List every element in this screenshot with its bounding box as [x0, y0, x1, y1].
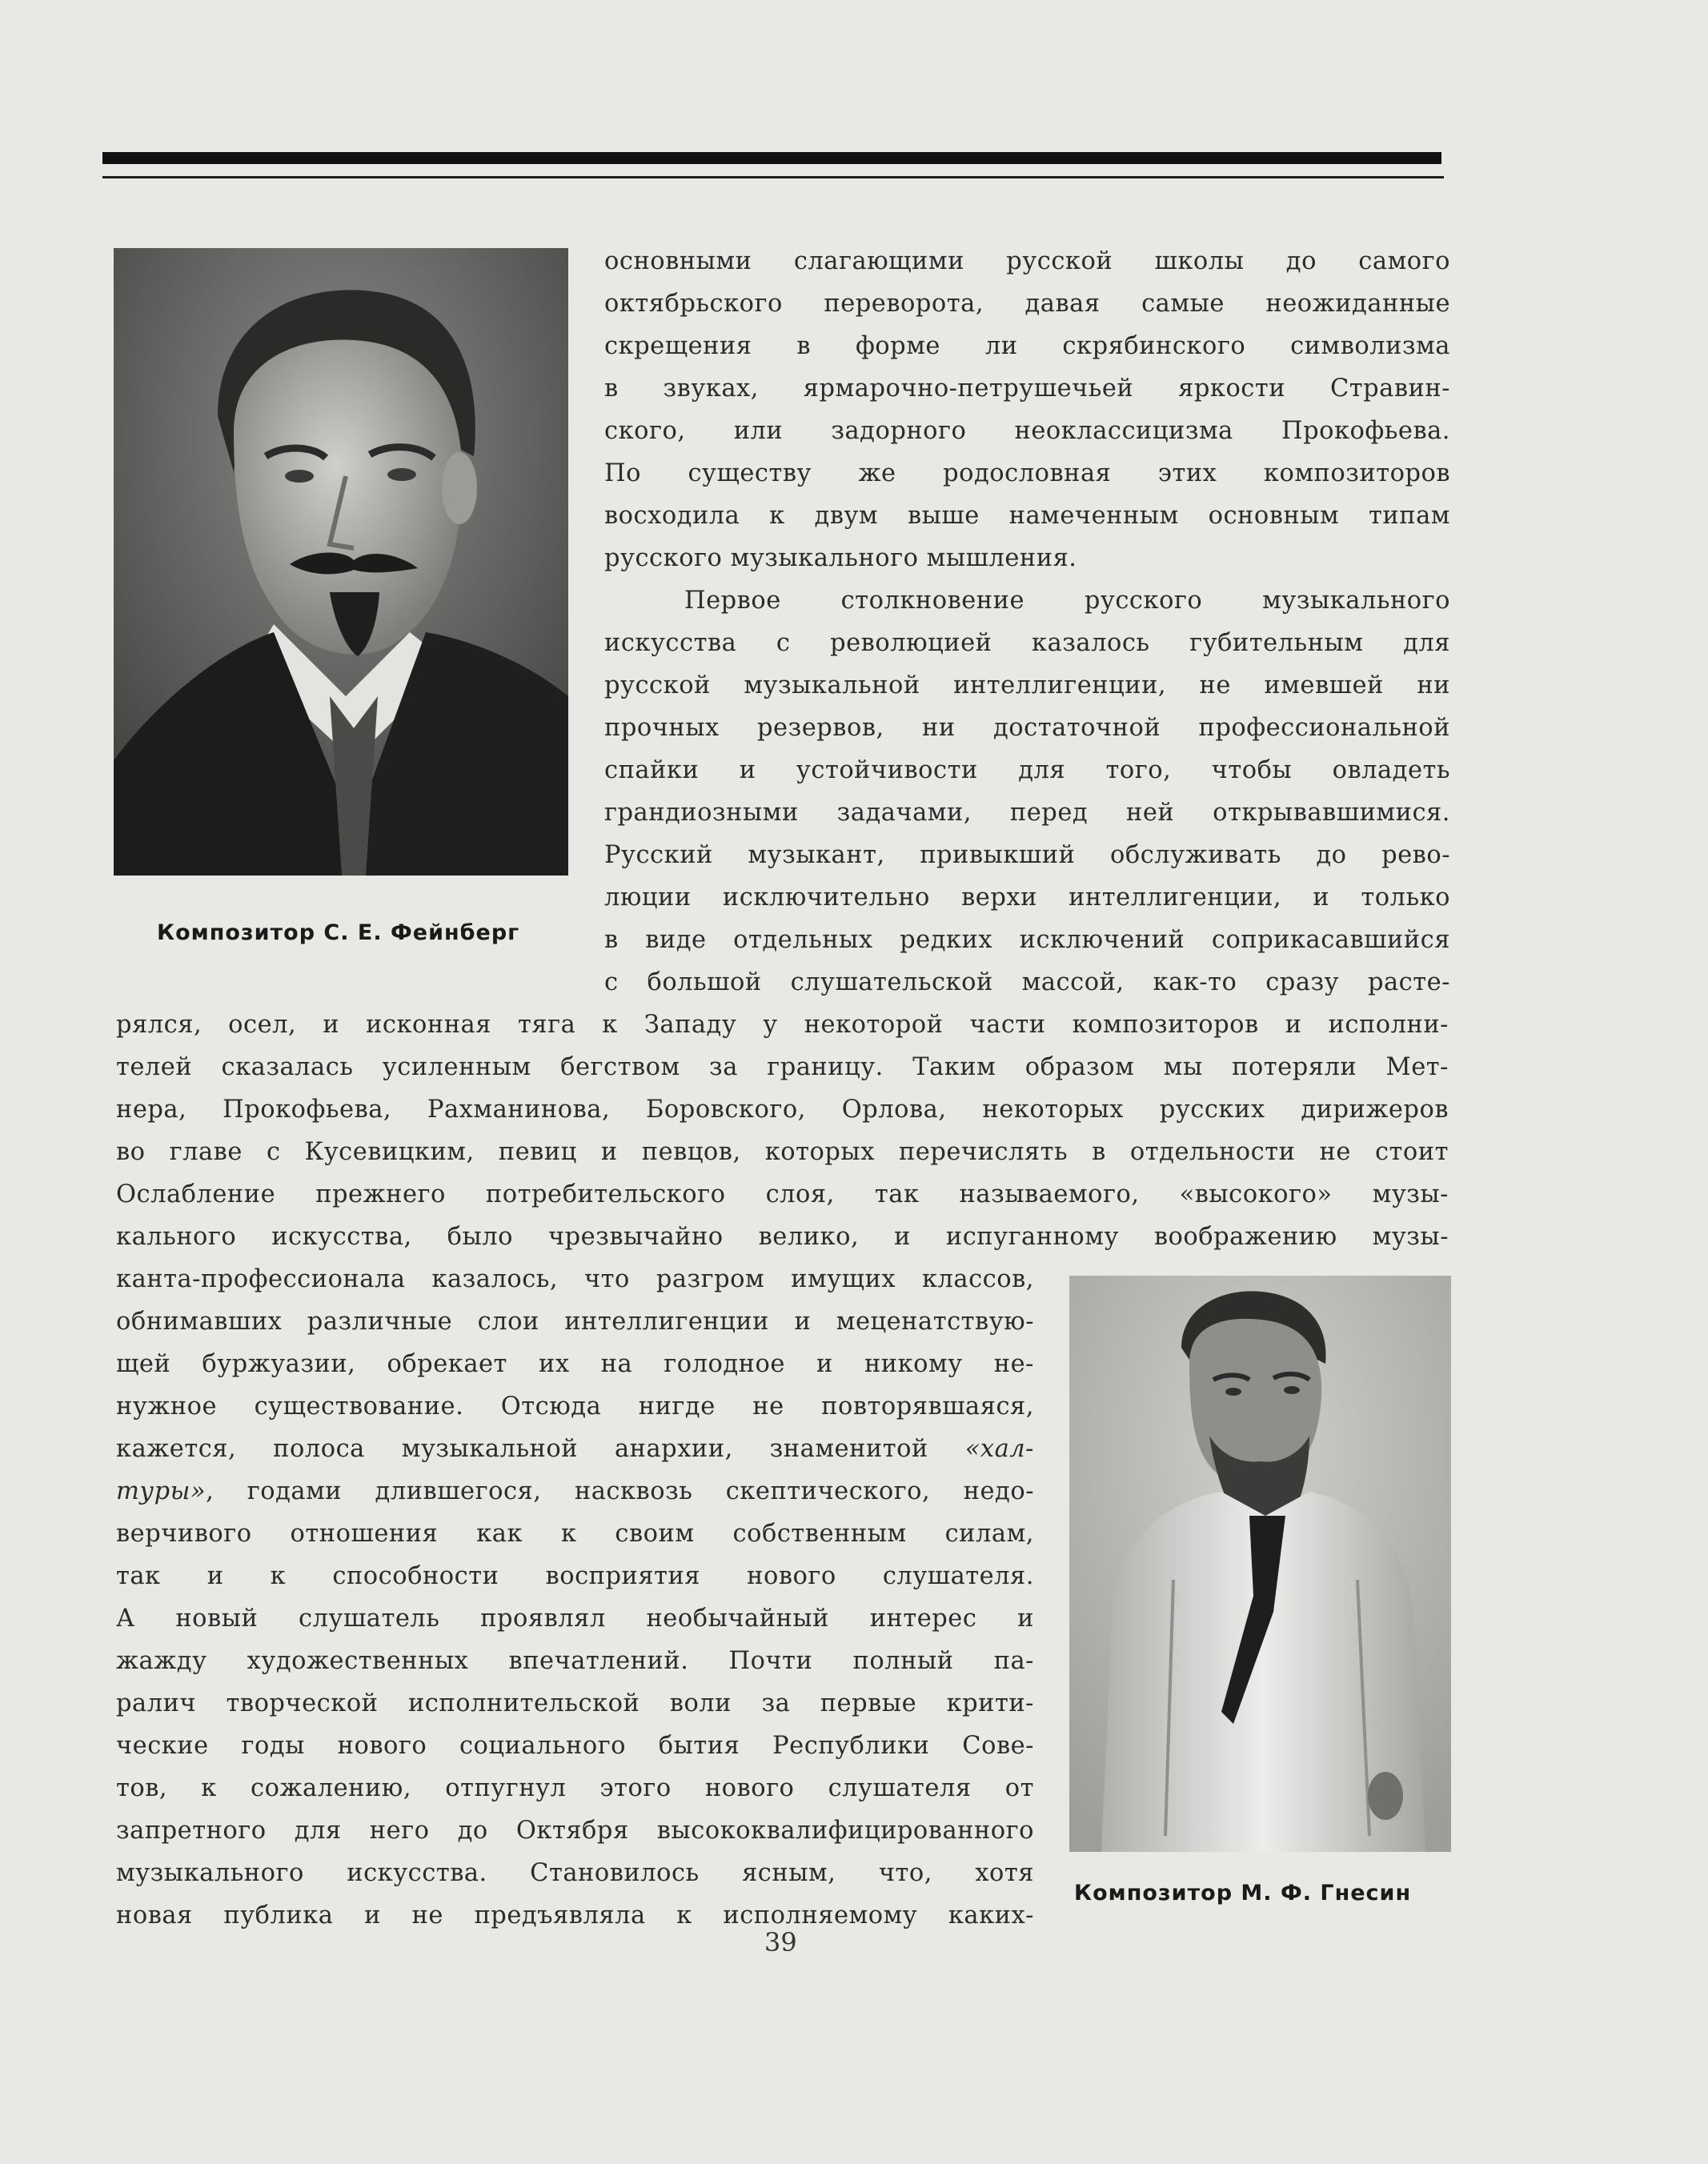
- text-line: так и к способности восприятия нового слушателя.: [116, 1562, 1034, 1590]
- text-line: запретного для него до Октября высококвалифицированного: [116, 1817, 1034, 1845]
- text-line: восходила к двум выше намеченным основным типам: [604, 502, 1450, 530]
- text-line: основными слагающими русской школы до самого: [604, 247, 1450, 275]
- text-line: кального искусства, было чрезвычайно велико, и испуганному воображению музы-: [116, 1223, 1449, 1251]
- text-line: грандиозными задачами, перед ней открывавшимися.: [604, 799, 1450, 827]
- text-line: По существу же родословная этих композиторов: [604, 459, 1450, 487]
- text-line: русской музыкальной интеллигенции, не имевшей ни: [604, 671, 1450, 699]
- text-line: ралич творческой исполнительской воли за первые крити-: [116, 1689, 1034, 1717]
- text-line: обнимавших различные слои интеллигенции и меценатствую-: [116, 1308, 1034, 1336]
- text-line: Ослабление прежнего потребительского слоя, так называемого, «высокого» музы-: [116, 1180, 1449, 1208]
- text-line: в звуках, ярмарочно-петрушечьей яркости Стравин-: [604, 375, 1450, 403]
- text-line: рялся, осел, и исконная тяга к Западу у некоторой части композиторов и исполни-: [116, 1011, 1449, 1039]
- text-line: ского, или задорного неоклассицизма Прокофьева.: [604, 417, 1450, 445]
- text-line: новая публика и не предъявляла к исполняемому каких-: [116, 1902, 1034, 1930]
- caption-gnesin: Композитор М. Ф. Гнесин: [1074, 1881, 1412, 1906]
- portrait-photo-gnesin: [1069, 1276, 1451, 1852]
- text-line: спайки и устойчивости для того, чтобы овладеть: [604, 756, 1450, 784]
- text-line: музыкального искусства. Становилось ясным, что, хотя: [116, 1859, 1034, 1887]
- text-line: русского музыкального мышления.: [604, 544, 1077, 572]
- text-line: щей буржуазии, обрекает их на голодное и никому не-: [116, 1350, 1034, 1378]
- text-line: искусства с революцией казалось губительным для: [604, 629, 1450, 657]
- text-line: Первое столкновение русского музыкального: [684, 587, 1450, 615]
- text-line: жажду художественных впечатлений. Почти полный па-: [116, 1647, 1034, 1675]
- text-line: верчивого отношения как к своим собственным силам,: [116, 1520, 1034, 1548]
- text-line: телей сказалась усиленным бегством за границу. Таким образом мы потеряли Мет-: [116, 1053, 1449, 1081]
- text-line: в виде отдельных редких исключений соприкасавшийся: [604, 926, 1450, 954]
- text-line: туры», годами длившегося, насквозь скептического, недо-: [116, 1477, 1034, 1505]
- italic-word: туры»: [116, 1477, 206, 1505]
- text-line: скрещения в форме ли скрябинского символизма: [604, 332, 1450, 360]
- caption-feinberg: Композитор С. Е. Фейнберг: [157, 920, 520, 945]
- page-number: 39: [764, 1927, 797, 1958]
- text-line: Русский музыкант, привыкший обслуживать до рево-: [604, 841, 1450, 869]
- text-line: с большой слушательской массой, как-то сразу расте-: [604, 968, 1450, 996]
- text-line: тов, к сожалению, отпугнул этого нового слушателя от: [116, 1774, 1034, 1802]
- text-line: ческие годы нового социального бытия Республики Сове-: [116, 1732, 1034, 1760]
- text-line: А новый слушатель проявлял необычайный интерес и: [116, 1605, 1034, 1633]
- text-line: нера, Прокофьева, Рахманинова, Боровского, Орлова, некоторых русских дирижеров: [116, 1096, 1449, 1124]
- header-rule-thin: [102, 176, 1444, 178]
- text-line: нужное существование. Отсюда нигде не повторявшаяся,: [116, 1393, 1034, 1421]
- text-line: во главе с Кусевицким, певиц и певцов, которых перечислять в отдельности не стоит: [116, 1138, 1449, 1166]
- text-line: канта-профессионала казалось, что разгром имущих классов,: [116, 1265, 1034, 1293]
- text-line: кажется, полоса музыкальной анархии, знаменитой «хал-: [116, 1435, 1034, 1463]
- italic-word: «хал-: [964, 1435, 1034, 1463]
- text-line: октябрьского переворота, давая самые неожиданные: [604, 290, 1450, 318]
- header-rule-thick: [102, 152, 1441, 164]
- text-line: прочных резервов, ни достаточной профессиональной: [604, 714, 1450, 742]
- text-line: люции исключительно верхи интеллигенции, и только: [604, 884, 1450, 912]
- portrait-photo-feinberg: [114, 248, 568, 876]
